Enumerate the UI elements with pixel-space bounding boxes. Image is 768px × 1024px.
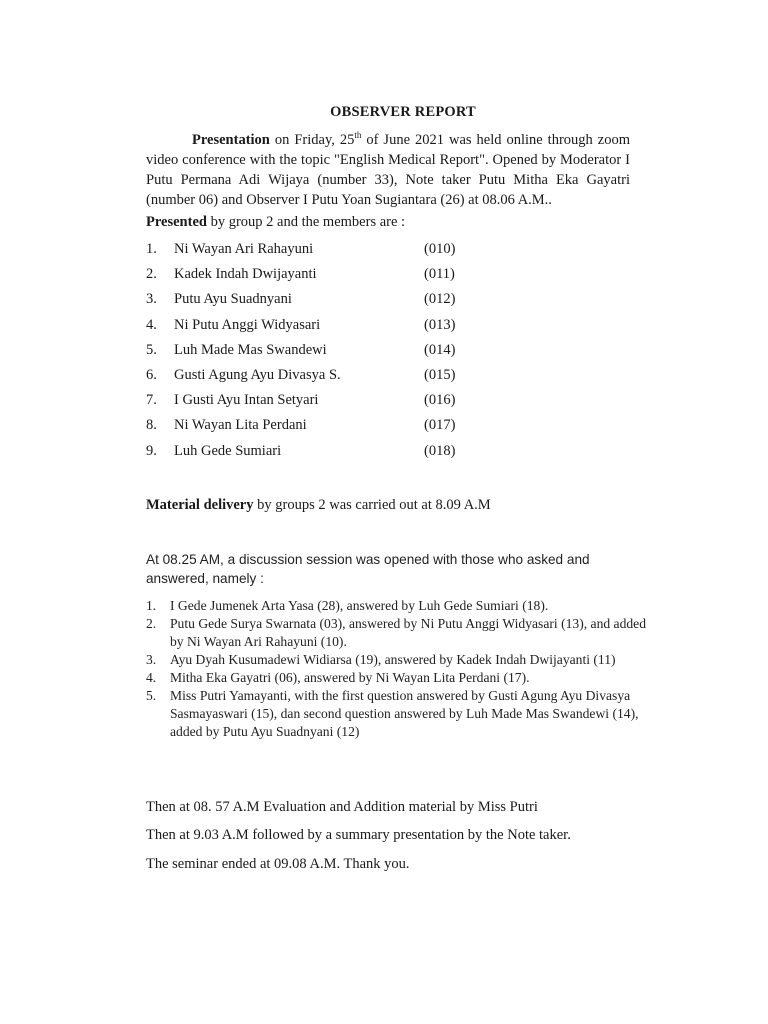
intro-text-1: on Friday, 25 [269, 132, 355, 148]
delivery-line [146, 495, 491, 515]
member-row [146, 441, 476, 466]
member-number: 1. [146, 241, 157, 257]
member-number: 5. [146, 341, 157, 358]
qa-text: I Gede Jumenek Arta Yasa (28), answered by Luh Gede Sumiari (18). [170, 598, 549, 613]
member-row [146, 239, 476, 264]
qa-text: Mitha Eka Gayatri (06), answered by Ni Wayan Lita Perdani (17). [170, 670, 530, 685]
member-code: (010) [424, 241, 456, 257]
qa-item [146, 651, 656, 669]
member-code: (012) [424, 291, 456, 308]
qa-item [146, 669, 656, 687]
qa-text: Ayu Dyah Kusumadewi Widiarsa (19), answered by Kadek Indah Dwijayanti (11) [170, 652, 616, 667]
member-number: 6. [146, 366, 157, 383]
closing-summary: Then at 9.03 A.M followed by a summary presentation by the Note taker. [146, 827, 571, 843]
member-row [146, 340, 476, 365]
intro-text-2: of June 2021 was held online through zoom video conference with the topic "English Medical Report". Opened by Moderator I Putu Permana Adi Wijaya (number 33), Note taker Putu Mitha Eka Gayatri (number 06) and Observer I Putu Yoan Sugiantara (26) at 08.06 A.M.. [146, 132, 630, 208]
delivery-bold: Material delivery [146, 497, 254, 513]
presented-line [146, 212, 405, 232]
presented-text: by group 2 and the members are : [206, 214, 406, 230]
member-row [146, 289, 476, 314]
member-code: (013) [424, 316, 456, 333]
member-number: 2. [146, 266, 157, 283]
member-number: 3. [146, 291, 157, 308]
member-name: Ni Wayan Lita Perdani [174, 417, 307, 434]
member-number: 7. [146, 392, 157, 409]
member-code: (014) [424, 341, 456, 358]
member-name: Luh Gede Sumiari [174, 442, 282, 459]
member-name: Putu Ayu Suadnyani [174, 291, 292, 308]
qa-number: 3. [146, 652, 157, 667]
member-number: 4. [146, 316, 157, 333]
intro-superscript: th [354, 130, 362, 140]
member-code: (018) [424, 442, 456, 459]
qa-text: Putu Gede Surya Swarnata (03), answered by Ni Putu Anggi Widyasari (13), and added by Ni Wayan Ari Rahayuni (10). [170, 616, 647, 649]
member-code: (016) [424, 392, 456, 409]
delivery-text: by groups 2 was carried out at 8.09 A.M [253, 497, 491, 513]
closing-end: The seminar ended at 09.08 A.M. Thank you. [146, 856, 410, 872]
member-code: (015) [424, 366, 456, 383]
member-name: I Gusti Ayu Intan Setyari [174, 392, 319, 409]
qa-number: 5. [146, 688, 157, 703]
member-row [146, 365, 476, 390]
member-name: Ni Putu Anggi Widyasari [174, 316, 321, 333]
member-number: 8. [146, 417, 157, 434]
qa-item [146, 615, 656, 651]
qa-item [146, 687, 656, 741]
closing-evaluation: Then at 08. 57 A.M Evaluation and Addition material by Miss Putri [146, 799, 538, 815]
report-title: OBSERVER REPORT [330, 104, 476, 120]
member-name: Luh Made Mas Swandewi [174, 341, 327, 358]
qa-number: 4. [146, 670, 157, 685]
member-list [146, 239, 476, 466]
member-row [146, 415, 476, 440]
qa-item [146, 597, 656, 615]
member-code: (017) [424, 417, 456, 434]
discussion-intro: At 08.25 AM, a discussion session was opened with those who asked and answered, namely : [146, 552, 590, 586]
qa-number: 2. [146, 616, 157, 631]
member-name: Gusti Agung Ayu Divasya S. [174, 366, 341, 383]
qa-text: Miss Putri Yamayanti, with the first question answered by Gusti Agung Ayu Divasya Sasmayaswari (15), dan second question answered by Luh Made Mas Swandewi (14), added by Putu Ayu Suadnyani (12) [170, 688, 639, 739]
member-row [146, 315, 476, 340]
intro-lead: Presentation [192, 132, 270, 148]
member-row [146, 390, 476, 415]
intro-paragraph [146, 130, 630, 210]
member-name: Ni Wayan Ari Rahayuni [174, 241, 314, 257]
qa-list [146, 597, 656, 741]
member-row [146, 264, 476, 289]
member-number: 9. [146, 442, 157, 459]
qa-number: 1. [146, 598, 157, 613]
member-name: Kadek Indah Dwijayanti [174, 266, 317, 283]
member-code: (011) [424, 266, 455, 283]
presented-bold: Presented [146, 214, 207, 230]
